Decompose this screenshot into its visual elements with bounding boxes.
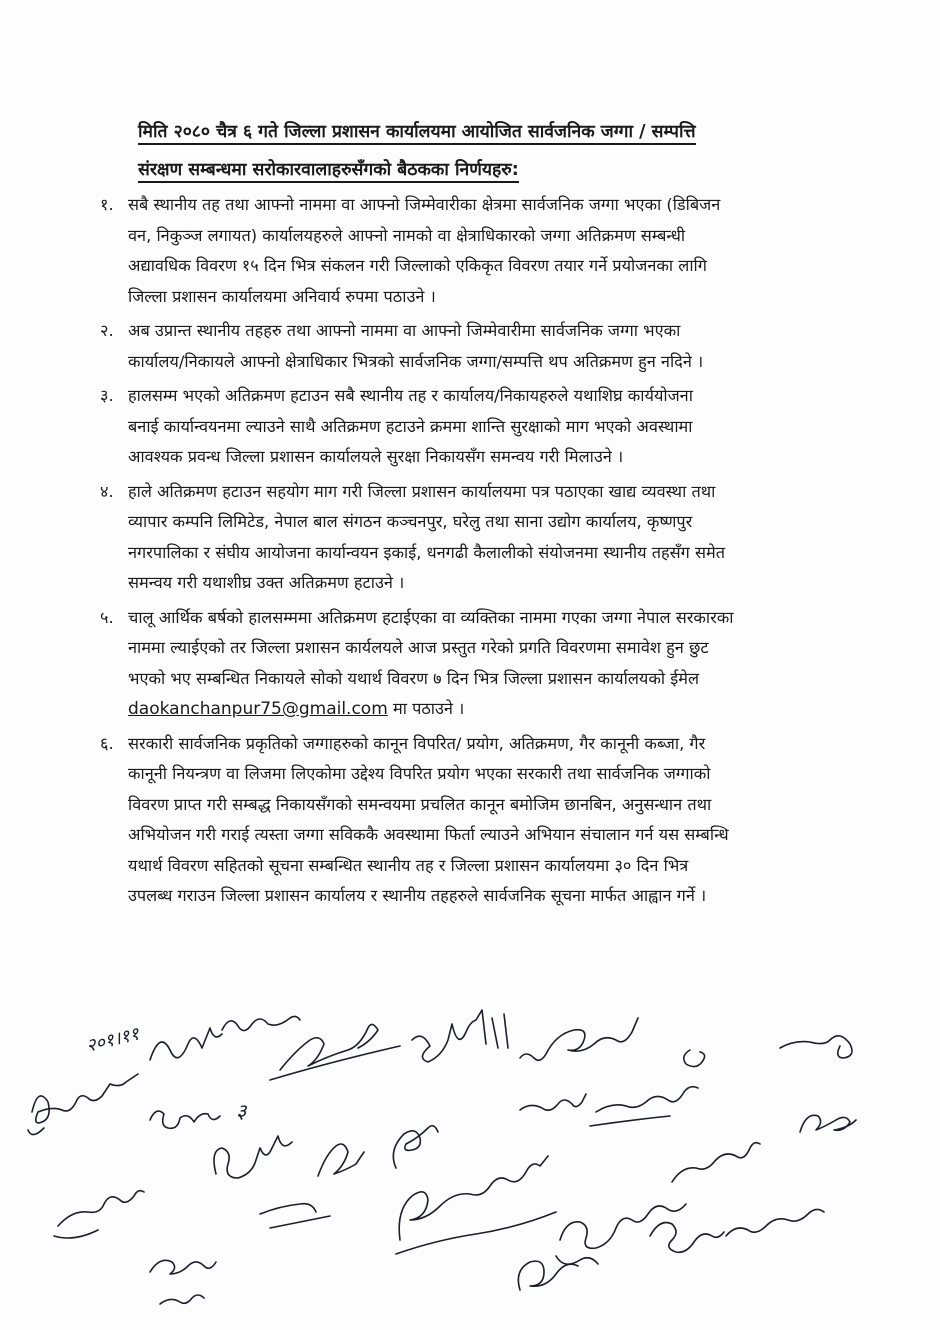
signature-10: [520, 1094, 586, 1110]
signature-4: [412, 1010, 508, 1062]
decision-number: ५.: [100, 607, 114, 627]
decision-text-line: सबै स्थानीय तह तथा आफ्नो नाममा वा आफ्नो जिम्मेवारीका क्षेत्रमा सार्वजनिक जग्गा भएका (डिबिजन: [128, 195, 721, 214]
decision-number: ६.: [100, 733, 114, 753]
decision-text-line: हाले अतिक्रमण हटाउन सहयोग माग गरी जिल्ला प्रशासन कार्यालयमा पत्र पठाएका खाद्य व्यवस्था तथा: [128, 481, 716, 501]
signature-13: [393, 1126, 438, 1168]
decision-text-line: नगरपालिका र संघीय आयोजना कार्यान्वयन इकाई, धनगढी कैलालीको संयोजनमा स्थानीय तहसँग समेत: [128, 542, 725, 562]
decision-text-line: नाममा ल्याईएको तर जिल्ला प्रशासन कार्यलयले आज प्रस्तुत गरेको प्रगति विवरणमा समावेश हुन छुट: [128, 638, 709, 657]
signature-11: [590, 1087, 698, 1126]
document-title: [138, 113, 838, 189]
decision-text-line: हालसम्म भएको अतिक्रमण हटाउन सबै स्थानीय तह र कार्यालय/निकायहरुले यथाशिघ्र कार्ययोजना: [128, 386, 693, 405]
signature-14: [800, 1115, 856, 1132]
decision-text-line: अभियोजन गरी गराई त्यस्ता जग्गा सविककै अवस्थामा फिर्ता ल्याउने अभियान संचालान गर्न यस सम्बन्धि: [128, 825, 729, 844]
signature-21: [726, 1209, 824, 1236]
signature-18: [396, 1156, 556, 1254]
decision-email-line: [128, 694, 870, 725]
title-line-2: संरक्षण सम्बन्धमा सरोकारवालाहरुसँगको बैठकका निर्णयहरु:: [138, 160, 519, 183]
decision-text-line: विवरण प्राप्त गरी सम्बद्ध निकायसँगको समन्वयमा प्रचलित कानून बमोजिम छानबिन, अनुसन्धान तथा: [128, 794, 712, 814]
decision-text-line: आवश्यक प्रवन्ध जिल्ला प्रशासन कार्यालयले सुरक्षा निकायसँग समन्वय गरी मिलाउने ।: [128, 447, 624, 466]
decision-number: २.: [100, 321, 114, 340]
decision-number: १.: [100, 195, 114, 214]
signature-22: [150, 1260, 216, 1274]
signature-23: [160, 1295, 204, 1304]
signature-15: [672, 1143, 760, 1182]
decision-item-2: [100, 316, 870, 377]
decision-text-line: उपलब्ध गराउन जिल्ला प्रशासन कार्यालय र स्थानीय तहहरुले सार्वजनिक सूचना मार्फत आह्वान गर्ने ।: [128, 886, 707, 905]
signature-3: [270, 1024, 400, 1080]
signature-17: [260, 1204, 330, 1228]
decision-text-line: यथार्थ विवरण सहितको सूचना सम्बन्धित स्थानीय तह र जिल्ला प्रशासन कार्यालयमा ३० दिन भित्र: [128, 855, 689, 875]
decision-text-line: बनाई कार्यान्वयनमा ल्याउने साथै अतिक्रमण हटाउने क्रममा शान्ति सुरक्षाको माग भएको अवस्थामा: [128, 416, 693, 436]
signature-1: [150, 1028, 222, 1060]
signature-20: [650, 1223, 724, 1253]
signature-9: [150, 1111, 220, 1128]
decision-text-line: कानूनी नियन्त्रण वा लिजमा लिएकोमा उद्देश्य विपरित प्रयोग भएका सरकारी तथा सार्वजनिक जग्गाको: [128, 764, 711, 783]
handwritten-date: २०१।११: [84, 1023, 142, 1057]
decision-text-line: व्यापार कम्पनि लिमिटेड, नेपाल बाल संगठन कञ्चनपुर, घरेलु तथा साना उद्योग कार्यालय, कृष्णपुर: [128, 512, 693, 531]
decision-text-line: चालू आर्थिक बर्षको हालसम्ममा अतिक्रमण हटाईएका वा व्यक्तिका नाममा गएका जग्गा नेपाल सरकारका: [128, 607, 734, 627]
decision-item-1: [100, 190, 870, 312]
decision-text-line: कार्यालय/निकायले आफ्नो क्षेत्राधिकार भित्रको सार्वजनिक जग्गा/सम्पत्ति थप अतिक्रमण हुन नदिने ।: [128, 351, 704, 371]
decision-number: ३.: [100, 386, 114, 405]
signature-16: [54, 1191, 144, 1238]
handwritten-note: ३: [236, 1099, 247, 1123]
decision-item-6: [100, 729, 870, 912]
decision-list: [100, 190, 870, 916]
signature-5: [520, 1018, 638, 1060]
decision-item-4: [100, 477, 870, 599]
title-line-1: मिति २०८० चैत्र ६ गते जिल्ला प्रशासन कार्यालयमा आयोजित सार्वजनिक जग्गा / सम्पत्ति: [138, 122, 696, 145]
signature-12: [214, 1136, 364, 1178]
decision-text-line: अब उप्रान्त स्थानीय तहहरु तथा आफ्नो नाममा वा आफ्नो जिम्मेवारीमा सार्वजनिक जग्गा भएका: [128, 321, 681, 340]
decision-number: ४.: [100, 481, 114, 501]
signature-7: [780, 1036, 852, 1058]
decision-text-line: भएको भए सम्बन्धित निकायले सोको यथार्थ विवरण ७ दिन भित्र जिल्ला प्रशासन कार्यालयको ईमेल: [128, 668, 699, 688]
decision-text-line: अद्यावधिक विवरण १५ दिन भित्र संकलन गरी जिल्लाको एकिकृत विवरण तयार गर्ने प्रयोजनका लागि: [128, 256, 707, 275]
signature-block: [0, 1000, 940, 1330]
decision-text-line: समन्वय गरी यथाशीघ्र उक्त अतिक्रमण हटाउने ।: [128, 573, 405, 592]
signature-6: [684, 1050, 705, 1067]
decision-text-line: जिल्ला प्रशासन कार्यालयमा अनिवार्य रुपमा पठाउने ।: [128, 286, 436, 306]
signature-19: [556, 1204, 686, 1264]
signature-2: [222, 1016, 300, 1030]
decision-text-line: वन, निकुञ्ज लगायत) कार्यालयहरुले आफ्नो नामको वा क्षेत्राधिकारको जग्गा अतिक्रमण सम्बन्धी: [128, 225, 686, 245]
signature-24: [518, 1261, 578, 1290]
signature-8: [28, 1074, 138, 1135]
email-suffix: मा पठाउने ।: [387, 699, 465, 718]
decision-item-3: [100, 381, 870, 473]
decision-text-line: सरकारी सार्वजनिक प्रकृतिको जग्गाहरुको कानून विपरित/ प्रयोग, अतिक्रमण, गैर कानूनी कब्जा, गैर: [128, 733, 706, 753]
email-link[interactable]: daokanchanpur75@gmail.com: [128, 699, 388, 719]
decision-item-5: [100, 603, 870, 725]
